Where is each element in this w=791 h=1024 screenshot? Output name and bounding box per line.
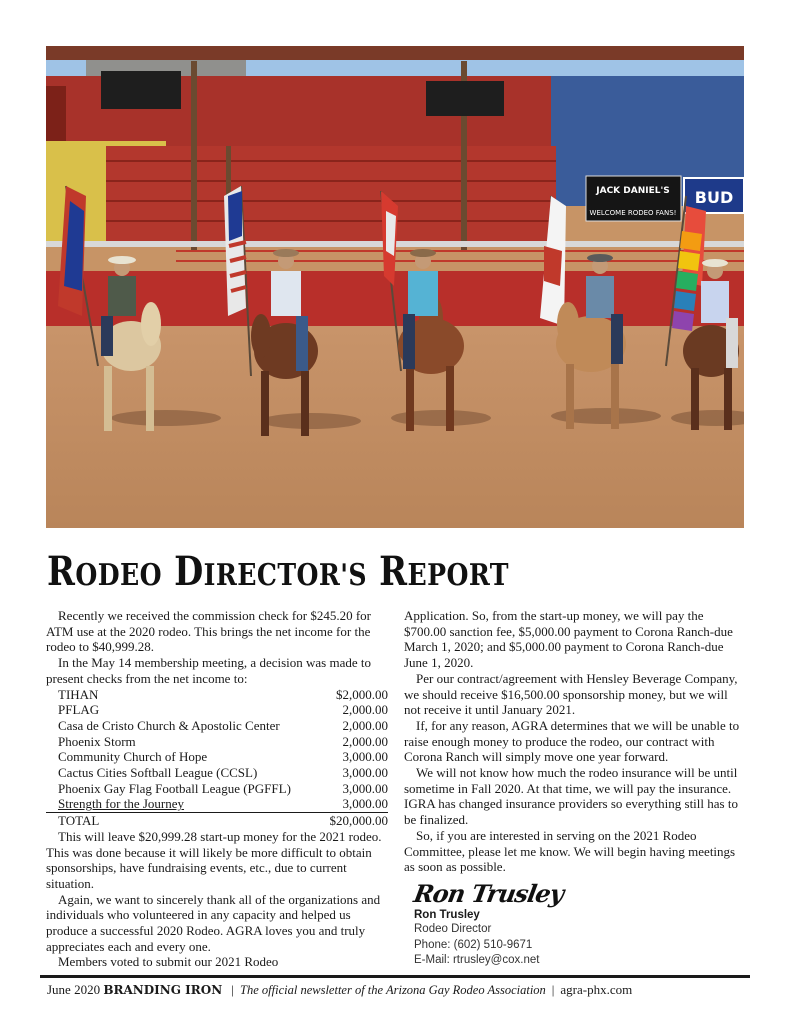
page-title	[47, 548, 635, 600]
donation-row	[46, 687, 388, 703]
donation-amount: $2,000.00	[336, 686, 388, 702]
donation-recipient: Cactus Cities Softball League (CCSL)	[58, 765, 258, 781]
donation-amount: 3,000.00	[342, 765, 388, 781]
donation-total-row	[46, 813, 388, 829]
donation-recipient: Phoenix Storm	[58, 733, 136, 749]
paragraph: If, for any reason, AGRA determines that we will be unable to raise enough money to produce the rodeo, our contract with Corona Ranch will simply move one year forward.	[404, 717, 740, 765]
donation-row	[46, 796, 388, 813]
footer-divider	[40, 975, 750, 978]
donation-amount: 2,000.00	[342, 733, 388, 749]
bud-banner-text: BUD	[694, 188, 734, 207]
rodeo-photo	[46, 46, 744, 528]
title-letter: R	[379, 548, 408, 595]
donation-row	[46, 781, 388, 797]
donation-row	[46, 718, 388, 734]
right-column	[404, 608, 746, 875]
title-letter: D	[174, 548, 204, 595]
footer-separator: |	[551, 982, 555, 997]
left-column	[46, 608, 388, 970]
donation-row	[46, 749, 388, 765]
website-link: agra-phx.com	[560, 982, 633, 997]
donation-row	[46, 702, 388, 718]
jack-daniels-banner-text: JACK DANIEL'S	[596, 186, 670, 196]
paragraph: So, if you are interested in serving on the 2021 Rodeo Committee, please let me know. We will begin having meetings as soon as possible.	[404, 827, 736, 875]
paragraph: Application. So, from the start-up money, we will pay the $700.00 sanction fee, $5,000.00 payment to Corona Ranch-due March 1, 2020; and $5,000.00 payment to Corona Ranch-due June 1, 2020.	[404, 608, 733, 671]
signer-phone: Phone: (602) 510-9671	[414, 938, 533, 951]
paragraph: In the May 14 membership meeting, a decision was made to present checks from the net income to:	[46, 655, 372, 686]
donation-amount: 2,000.00	[342, 702, 388, 718]
donation-recipient: Phoenix Gay Flag Football League (PGFFL)	[58, 780, 291, 796]
paragraph: Recently we received the commission check for $245.20 for ATM use at the 2020 rodeo. This brings the net income for the rodeo to $40,999.28.	[46, 608, 371, 655]
handwritten-signature: Ron Trusley	[411, 879, 566, 908]
title-word-part: IRECTOR'S	[203, 558, 368, 593]
footer	[47, 982, 747, 998]
donation-amount: 3,000.00	[342, 780, 388, 796]
donation-total-amount: $20,000.00	[329, 813, 388, 829]
donation-recipient: Casa de Cristo Church & Apostolic Center	[58, 717, 280, 733]
donation-row	[46, 734, 388, 750]
donation-recipient: Community Church of Hope	[58, 749, 208, 765]
footer-separator: |	[231, 982, 235, 997]
donation-amount: 3,000.00	[342, 796, 388, 812]
title-word-part: EPORT	[407, 558, 509, 593]
title-word-part: ODEO	[75, 558, 163, 593]
donation-total-label: TOTAL	[58, 813, 100, 829]
donation-list	[46, 687, 388, 829]
signer-email: E-Mail: rtrusley@cox.net	[414, 954, 540, 966]
paragraph: Members voted to submit our 2021 Rodeo	[58, 954, 279, 970]
newsletter-brand: BRANDING IRON	[103, 983, 223, 997]
paragraph: This will leave $20,999.28 start-up money for the 2021 rodeo. This was done because it will likely be more difficult to obtain sponsorships, have fundraising events, etc., due to current situation.	[46, 828, 382, 891]
title-letter: R	[47, 548, 76, 595]
donation-recipient: TIHAN	[58, 686, 99, 702]
donation-recipient: Strength for the Journey	[58, 796, 185, 812]
signer-role: Rodeo Director	[414, 923, 492, 935]
signature-block	[411, 879, 614, 969]
paragraph: Per our contract/agreement with Hensley Beverage Company, we should receive $16,500.00 sponsorship money, but we will not receive it until January 2021.	[404, 670, 738, 718]
newsletter-tagline: The official newsletter of the Arizona Gay Rodeo Association	[240, 983, 546, 997]
signer-name: Ron Trusley	[414, 909, 480, 921]
paragraph: Again, we want to sincerely thank all of the organizations and individuals who volunteered in any capacity and helped us produce a successful 2020 Rodeo. AGRA loves you and truly appreciates each and every one.	[46, 891, 381, 954]
donation-amount: 2,000.00	[342, 717, 388, 733]
paragraph: We will not know how much the rodeo insurance will be until sometime in Fall 2020. At that time, we will pay the insurance. IGRA has changed insurance providers so everything still has to be finalized.	[404, 765, 738, 828]
rodeo-arena-image	[46, 46, 744, 528]
donation-amount: 3,000.00	[342, 749, 388, 765]
donation-recipient: PFLAG	[58, 702, 100, 718]
issue-date: June 2020	[47, 982, 101, 997]
welcome-banner-text: WELCOME RODEO FANS!	[589, 209, 677, 217]
donation-row	[46, 765, 388, 781]
